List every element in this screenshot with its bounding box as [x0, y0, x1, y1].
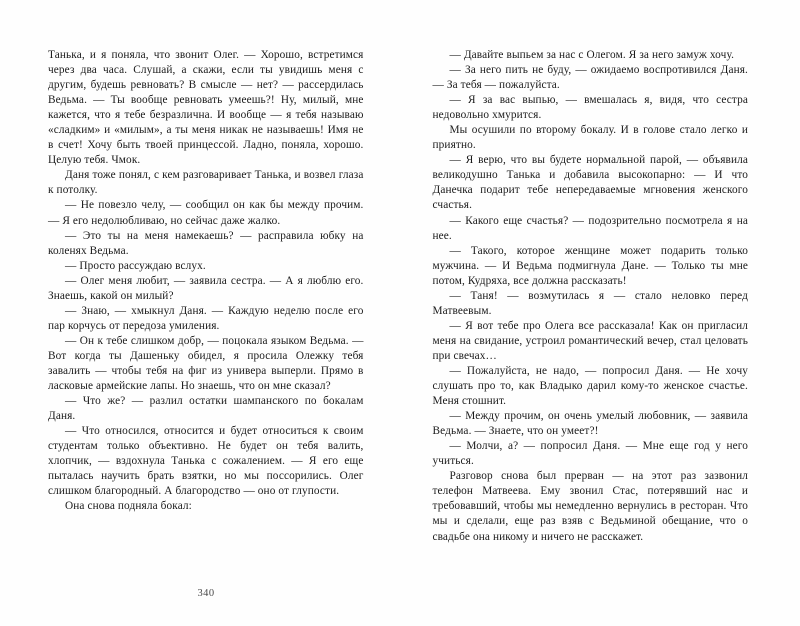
paragraph: Даня тоже понял, с кем разговаривает Танька, и возвел глаза к потолку.: [48, 169, 364, 197]
paragraph: — Таня! — возмутилась я — стало неловко перед Матвеевым.: [432, 289, 748, 317]
paragraph: — Молчи, а? — попросил Даня. — Мне еще год у него учиться.: [432, 440, 748, 468]
paragraph: — Что же? — разлил остатки шампанского по бокалам Даня.: [48, 395, 364, 423]
text-column-right: [433, 48, 749, 580]
paragraph: — Я за вас выпью, — вмешалась я, видя, что сестра недовольно хмурится.: [432, 94, 748, 122]
paragraph: — Знаю, — хмыкнул Даня. — Каждую неделю после его пар корчусь от передоза умиления.: [48, 304, 364, 332]
paragraph: Мы осушили по второму бокалу. И в голове стало легко и приятно.: [432, 124, 748, 152]
paragraph: Разговор снова был прерван — на этот раз зазвонил телефон Матвеева. Ему звонил Стас, потерявший нас и требовавший, чтобы мы немедленно вернулись в ресторан. Что мы и сделали, еще раз взяв с Ведьминой обещание, что о свадьбе она никому и ничего не расскажет.: [432, 470, 748, 543]
paragraph: — Просто рассуждаю вслух.: [65, 259, 206, 272]
paragraph: — Пожалуйста, не надо, — попросил Даня. — Не хочу слушать про то, как Владыко дарил кому-то женское счастье. Меня стошнит.: [432, 364, 748, 408]
paragraph: Танька, и я поняла, что звонит Олег. — Хорошо, встретимся через два часа. Слушай, а скажи, если ты увидишь меня с другим, будешь ревновать? В смысле — нет? — рассердилась Ведьма. — Ты вообще ревновать умеешь?! Ну, милый, мне кажется, что я тебе безразлична. И вообще — я тебя называю «сладким» и «милым», а ты меня никак не называешь! Имя не в счет! Хочу быть твоей принцессой. Ладно, поняла, хорошо. Целую тебя. Чмок.: [48, 49, 364, 167]
paragraph: — Что относился, относится и будет относиться к своим студентам только объективно. Не будет он тебя валить, хлопчик, — вздохнула Танька с сожалением. — Я его еще пыталась научить брать взятки, но мы поссорились. Олег слишком благородный. А благородство — оно от глупости.: [48, 425, 364, 498]
paragraph: — Это ты на меня намекаешь? — расправила юбку на коленях Ведьма.: [48, 229, 364, 257]
paragraph: — Давайте выпьем за нас с Олегом. Я за него замуж хочу.: [449, 49, 735, 61]
paragraph: — Между прочим, он очень умелый любовник, — заявила Ведьма. — Знаете, что он умеет?!: [432, 410, 748, 438]
text-column-left: [48, 48, 364, 580]
paragraph: — Он к тебе слишком добр, — поцокала языком Ведьма. — Вот когда ты Дашеньку обидел, я просила Олежку тебя завалить — чтобы тебя на фиг из универа выперли. Прямо в ласковые армейские лапы. Но знаешь, что он мне сказал?: [48, 334, 364, 393]
paragraph: — Я верю, что вы будете нормальной парой, — объявила великодушно Танька и добавила высокопарно: — И что Данечка подарит тебе непередаваемые мгновения женского счастья.: [432, 154, 748, 212]
paragraph: — Какого еще счастья? — подозрительно посмотрела я на нее.: [432, 214, 748, 242]
paragraph: — Олег меня любит, — заявила сестра. — А я люблю его. Знаешь, какой он милый?: [48, 274, 364, 302]
paragraph: Она снова подняла бокал:: [65, 500, 192, 513]
paragraph: — Я вот тебе про Олега все рассказала! Как он пригласил меня на свидание, устроил романтический вечер, стал целовать при свечах…: [432, 319, 748, 362]
paragraph: — Не повезло челу, — сообщил он как бы между прочим. — Я его недолюбливаю, но сейчас даже жалко.: [48, 199, 364, 227]
paragraph: — Такого, которое женщине может подарить только мужчина. — И Ведьма подмигнула Дане. — Только ты мне потом, Кудряха, все должна рассказать!: [432, 244, 748, 287]
page-number: 340: [197, 588, 215, 599]
paragraph: — За него пить не буду, — ожидаемо воспротивился Даня. — За тебя — пожалуйста.: [432, 64, 748, 92]
